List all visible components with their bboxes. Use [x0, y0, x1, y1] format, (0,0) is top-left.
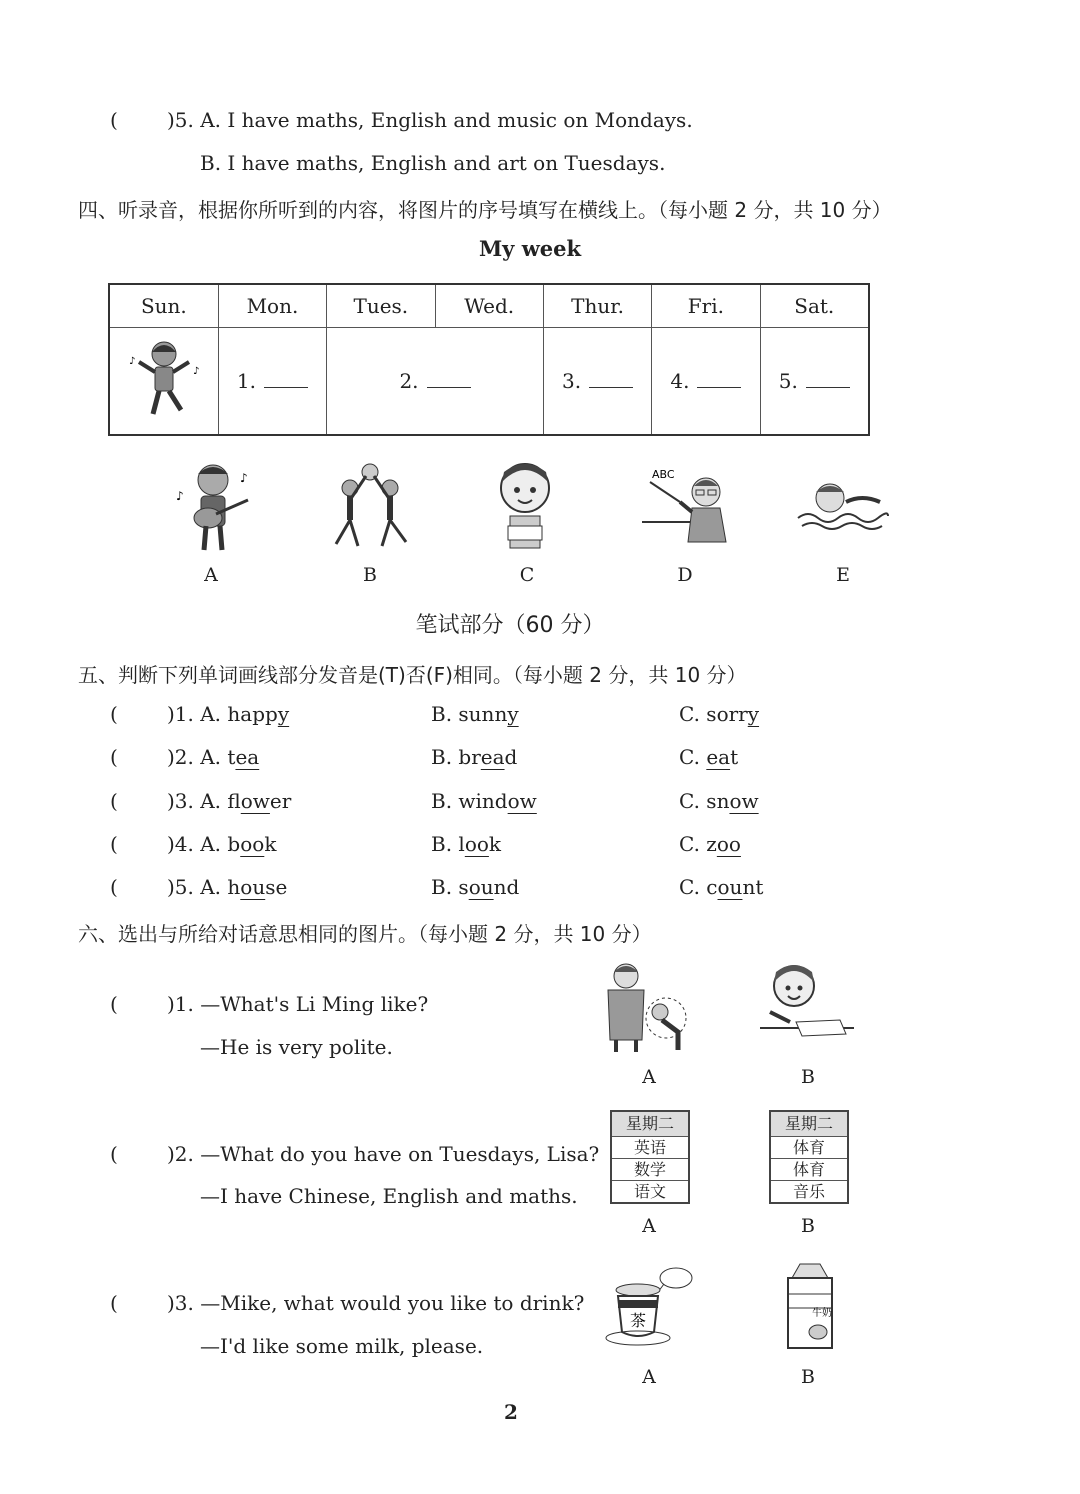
- s5-row-num: )1. A.: [167, 702, 222, 726]
- blank-3-line[interactable]: [589, 369, 633, 388]
- card-b-row-2: 体育: [771, 1159, 847, 1181]
- underlined-part: ea: [480, 745, 505, 769]
- guitar-boy-icon: [168, 460, 258, 555]
- word-part: happ: [227, 702, 278, 726]
- timetable-card-b: [769, 1110, 849, 1204]
- s6-q3-label-a: A: [642, 1366, 656, 1388]
- section4-heading: 四、听录音，根据你所听到的内容，将图片的序号填写在横线上。（每小题 2 分，共 10 分）: [78, 198, 892, 222]
- card-b-header: 星期二: [771, 1112, 847, 1137]
- underlined-part: ea: [235, 745, 260, 769]
- s6-q2-line2: —I have Chinese, English and maths.: [200, 1184, 578, 1208]
- answer-paren-5-1[interactable]: (: [110, 702, 118, 726]
- word-part: B. br: [431, 745, 481, 769]
- word-part: t: [730, 745, 739, 769]
- blank-4-label: 4.: [670, 369, 690, 393]
- word-part: h: [227, 875, 241, 899]
- reading-boy-icon: [490, 458, 560, 553]
- basketball-kids-icon: [322, 462, 418, 552]
- s6-q1-label-b: B: [801, 1066, 815, 1088]
- card-b-row-1: 体育: [771, 1137, 847, 1159]
- word-part: k: [488, 832, 502, 856]
- s6-q1-line1: )1. —What's Li Ming like?: [167, 992, 429, 1016]
- word-part: nd: [493, 875, 520, 899]
- word-part: C. sorr: [679, 702, 748, 726]
- written-part-heading: 笔试部分（60 分）: [415, 613, 605, 638]
- word-part: k: [264, 832, 277, 856]
- underlined-part: ow: [507, 789, 537, 813]
- day-wed: Wed.: [435, 284, 543, 328]
- option-b-label: B: [363, 564, 377, 586]
- blank-3-label: 3.: [561, 369, 582, 393]
- underlined-part: oo: [240, 832, 265, 856]
- word-part: C. sn: [679, 789, 730, 813]
- underlined-part: ou: [468, 875, 494, 899]
- milk-carton-icon: [782, 1260, 838, 1352]
- q5-option-a: )5. A. I have maths, English and music on Mondays.: [167, 108, 693, 132]
- blank-5-line[interactable]: [806, 369, 850, 388]
- swimming-boy-icon: [796, 476, 890, 536]
- answer-paren-5-3[interactable]: (: [110, 789, 118, 813]
- svg-text:♪: ♪: [176, 489, 184, 503]
- word-part: C. z: [679, 832, 717, 856]
- s5-row-2-c: [679, 745, 738, 769]
- blank-5-cell[interactable]: [760, 328, 869, 436]
- blank-2-line[interactable]: [427, 369, 471, 388]
- card-a-row-2: 数学: [612, 1159, 688, 1181]
- underlined-part: ea: [706, 745, 731, 769]
- s6-q1-line2: —He is very polite.: [200, 1035, 393, 1059]
- word-part: C.: [679, 745, 707, 769]
- blank-5-label: 5.: [778, 369, 798, 393]
- s6-q2-line1: )2. —What do you have on Tuesdays, Lisa?: [167, 1142, 600, 1166]
- day-mon: Mon.: [218, 284, 326, 328]
- timetable-card-a: [610, 1110, 690, 1204]
- section6-heading: 六、选出与所给对话意思相同的图片。（每小题 2 分，共 10 分）: [78, 922, 652, 946]
- word-part: B. sunn: [431, 702, 508, 726]
- s6-q2-label-b: B: [801, 1215, 815, 1237]
- answer-paren[interactable]: (: [110, 108, 118, 132]
- blank-4-line[interactable]: [697, 369, 741, 388]
- tea-cup-icon: [602, 1266, 696, 1350]
- s5-row-2-b: [431, 745, 517, 769]
- board-text: ABC: [652, 468, 675, 481]
- blank-1-label: 1.: [236, 369, 256, 393]
- answer-paren-6-1[interactable]: (: [110, 992, 118, 1016]
- blank-3-cell[interactable]: [543, 328, 651, 436]
- dancing-kid-icon: [119, 334, 209, 424]
- day-tues: Tues.: [327, 284, 435, 328]
- underlined-part: ow: [240, 789, 270, 813]
- s5-row-1-a: [167, 702, 289, 726]
- underlined-part: oo: [716, 832, 741, 856]
- s5-row-1-c: [679, 702, 759, 726]
- word-part: t: [227, 745, 236, 769]
- underlined-part: ow: [729, 789, 759, 813]
- s6-q3-label-b: B: [801, 1366, 815, 1388]
- s5-row-num: )4. A.: [167, 832, 222, 856]
- word-part: se: [265, 875, 288, 899]
- q5-option-b: B. I have maths, English and art on Tuesdays.: [200, 151, 666, 175]
- my-week-title: My week: [478, 236, 582, 261]
- blank-1-cell[interactable]: [218, 328, 326, 436]
- svg-text:♪: ♪: [192, 365, 200, 377]
- milk-chars: 牛奶: [812, 1308, 832, 1319]
- answer-paren-6-2[interactable]: (: [110, 1142, 118, 1166]
- blank-2-cell[interactable]: [327, 328, 544, 436]
- blank-4-cell[interactable]: [652, 328, 760, 436]
- card-b-row-3: 音乐: [792, 1182, 825, 1201]
- s5-row-2-a: [167, 745, 259, 769]
- svg-text:♪: ♪: [240, 471, 248, 485]
- s6-q3-line1: )3. —Mike, what would you like to drink?: [167, 1291, 585, 1315]
- word-part: er: [269, 789, 292, 813]
- answer-paren-5-5[interactable]: (: [110, 875, 118, 899]
- day-fri: Fri.: [652, 284, 760, 328]
- word-part: B. s: [431, 875, 469, 899]
- boy-writing-icon: [760, 962, 856, 1052]
- word-part: B. wind: [431, 789, 508, 813]
- svg-text:♪: ♪: [128, 355, 136, 367]
- card-a-header: 星期二: [612, 1112, 688, 1137]
- s5-row-4-c: [679, 832, 741, 856]
- section5-heading: 五、判断下列单词画线部分发音是(T)否(F)相同。（每小题 2 分，共 10 分）: [78, 663, 747, 687]
- polite-boy-bowing-icon: [598, 960, 698, 1054]
- my-week-table: [108, 283, 870, 436]
- word-part: fl: [227, 789, 241, 813]
- card-a-row-3: 语文: [633, 1182, 666, 1201]
- option-e-label: E: [836, 564, 850, 586]
- s5-row-num: )2. A.: [167, 745, 222, 769]
- s6-q2-label-a: A: [642, 1215, 656, 1237]
- underlined-part: ou: [240, 875, 266, 899]
- underlined-part: y: [277, 702, 290, 726]
- word-part: B. l: [431, 832, 465, 856]
- s5-row-4-b: [431, 832, 501, 856]
- day-thur: Thur.: [543, 284, 651, 328]
- blank-1-line[interactable]: [264, 369, 308, 388]
- underlined-part: oo: [464, 832, 489, 856]
- s5-row-3-a: [167, 789, 291, 813]
- word-part: d: [504, 745, 518, 769]
- teacher-icon: [640, 462, 732, 547]
- card-a-row-1: 英语: [612, 1137, 688, 1159]
- s5-row-5-a: [167, 875, 287, 899]
- answer-paren-5-2[interactable]: (: [110, 745, 118, 769]
- day-sat: Sat.: [760, 284, 869, 328]
- s5-row-5-c: [679, 875, 763, 899]
- word-part: nt: [742, 875, 764, 899]
- s6-q1-label-a: A: [642, 1066, 656, 1088]
- s5-row-1-b: [431, 702, 519, 726]
- underlined-part: y: [507, 702, 519, 726]
- underlined-part: y: [747, 702, 760, 726]
- option-a-label: A: [204, 564, 218, 586]
- sun-picture-cell: [109, 328, 218, 436]
- s6-q3-line2: —I'd like some milk, please.: [200, 1334, 484, 1358]
- word-part: b: [227, 832, 241, 856]
- option-d-label: D: [677, 564, 693, 586]
- answer-paren-5-4[interactable]: (: [110, 832, 118, 856]
- word-part: C. c: [679, 875, 718, 899]
- answer-paren-6-3[interactable]: (: [110, 1291, 118, 1315]
- s5-row-3-c: [679, 789, 759, 813]
- s5-row-4-a: [167, 832, 276, 856]
- s5-row-num: )3. A.: [167, 789, 222, 813]
- s5-row-num: )5. A.: [167, 875, 222, 899]
- blank-2-label: 2.: [399, 369, 419, 393]
- tea-char: 茶: [630, 1311, 647, 1330]
- s5-row-3-b: [431, 789, 537, 813]
- underlined-part: ou: [717, 875, 743, 899]
- page-number: 2: [504, 1400, 518, 1424]
- s5-row-5-b: [431, 875, 519, 899]
- option-c-label: C: [519, 564, 535, 586]
- day-sun: Sun.: [109, 284, 218, 328]
